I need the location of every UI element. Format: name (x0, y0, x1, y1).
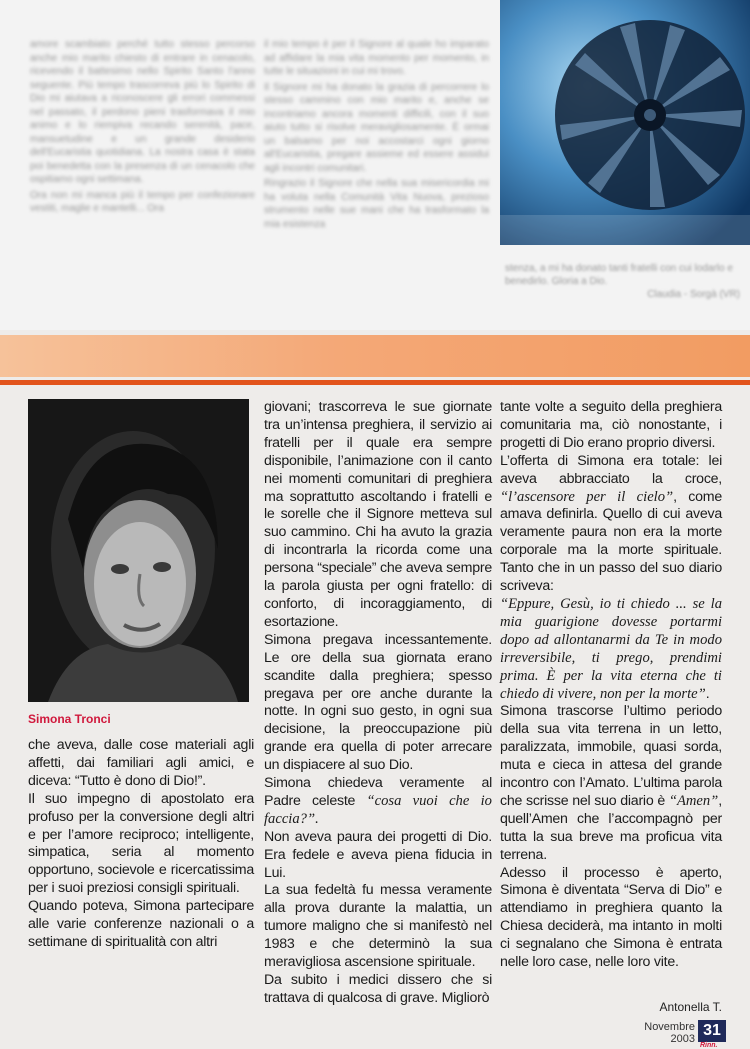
caption-text: stenza, a mi ha donato tanti fratelli con cui lodarlo e benedirlo. Gloria a Dio. (505, 263, 733, 287)
paragraph (500, 596, 722, 703)
article-column-3 (500, 399, 722, 972)
photo-caption (505, 262, 740, 301)
section-divider-line (0, 380, 750, 385)
quote: “l’ascensore per il cielo” (500, 488, 674, 505)
issue-month: Novembre (644, 1021, 695, 1033)
text-run: . (705, 685, 710, 702)
faded-column-middle (264, 38, 489, 233)
text-run: Simona trascorse l’ultimo periodo della sua vita terrena in un letto, paralizzata, immobile, quasi sorda, muta e cieca in attesa del grande incontro con l’Amato. L’ultima parola che scrisse nel suo diario è (500, 703, 722, 809)
diary-quote: “Eppure, Gesù, io ti chiedo ... se la mia guarigione dovesse portarmi dopo ad allontanarmi da Te in modo irreversibile, ti prego, prendimi prima. È per la vita eterna che ti chiedo di vivere, non per la morte” (500, 595, 722, 702)
quote: “cosa vuoi che io faccia?”. (264, 792, 492, 827)
page-number: 31 (698, 1020, 726, 1042)
caption-credit: Claudia - Sorgà (VR) (647, 289, 740, 300)
paragraph (500, 703, 722, 864)
paragraph: tante volte a seguito della preghiera comunitaria ma, ciò nonostante, i progetti di Dio erano proprio diversi. (500, 399, 722, 451)
faded-paragraph: Ora non mi manca più il tempo per confezionare vestiti, maglie e mantelli... Ora (30, 189, 255, 214)
quote: “Amen” (668, 792, 719, 809)
faded-paragraph: amore scambiato perché tutto stesso percorso anche mio marito chiesto di entrare in cenacolo, ricevendo il battesimo nello Spirito Santo l'anno seguente. Più tempo trascorreva più lo Spirito di Dio mi aiutava a riconoscere gli errori commessi nel passato, il perdono pieni trasformava il mio animo e lo riempiva recando serenità, pace, mansuetudine e un grande desiderio dell'Eucaristia quotidiana. La nostra casa è stata poi benedetta con la presenza di un cenacolo che ospitiamo ogni settimana. (30, 39, 255, 185)
article-column-2 (264, 399, 492, 1008)
portrait-photo (28, 399, 249, 702)
paragraph: La sua fedeltà fu messa veramente alla prova durante la malattia, un tumore maligno che si manifestò nel 1983 e che determinò la sua meravigliosa ascensione spirituale. (264, 882, 492, 971)
text-run: L’offerta di Simona era totale: lei aveva abbracciato la croce, (500, 452, 722, 487)
paragraph: Il suo impegno di apostolato era profuso per la conversione degli altri e per l’amore reciproco; intelligente, simpatica, seria al momento opportuno, socievole e ricercatissima per i suoi preziosi consigli spirituali. (28, 790, 254, 897)
faded-paragraph: Ringrazio il Signore che nella sua misericordia mi ha voluta nella Comunità Vita Nuova, prezioso strumento nelle sue mani che ha trasformato la mia esistenza (264, 178, 489, 230)
faded-column-left (30, 38, 255, 218)
paragraph (500, 453, 722, 596)
magazine-logo: Rinn. (700, 1042, 718, 1049)
windmill-photo (500, 0, 750, 245)
windmill-icon (500, 0, 750, 245)
text-run: Simona chiedeva veramente al Padre celeste (264, 775, 492, 809)
faded-paragraph: il mio tempo è per il Signore al quale ho imparato ad affidare la mia vita momento per momento, in tutte le situazioni in cui mi trovo. (264, 39, 489, 77)
text-run: , come amava definirla. Quello di cui aveva veramente paura non era la morte corporale ma la morte spirituale. Tanto che in un passo del suo diario scriveva: (500, 488, 723, 595)
section-divider-band (0, 335, 750, 377)
article-column-1 (28, 737, 254, 952)
author-signature: Antonella T. (659, 1000, 722, 1014)
paragraph: Quando poteva, Simona partecipare alle varie conferenze nazionali o a settimane di spiritualità con altri (28, 898, 254, 950)
paragraph: giovani; trascorreva le sue giornate tra un’intensa preghiera, il servizio ai fratelli per il quale era sempre disponibile, l’animazione con il canto nei momenti comunitari di preghiera ma soprattutto ascoltando i fratelli e le sorelle che il Signore metteva sul suo cammino. Chi ha avuto la grazia di incontrarla la ricorda come una persona “speciale” che aveva sempre la parola giusta per ogni fratello: di conforto, di incoraggiamento, di esortazione. (264, 399, 492, 630)
paragraph (264, 775, 492, 829)
paragraph: Adesso il processo è aperto, Simona è diventata “Serva di Dio” e attendiamo in preghiera quanto la Chiesa deciderà, ma intanto in molti ci segnalano che Simona è entrata nelle loro case, nelle loro vite. (500, 864, 722, 971)
faded-paragraph: Il Signore mi ha donato la grazia di percorrere lo stesso cammino con mio marito e, anche se incontriamo ancora momenti difficili, con il suo aiuto tutto si risolve meravigliosamente. È ormai un balsamo per noi accostarci ogni giorno all'Eucaristia, pregare assieme ed essere assidui agli incontri comunitari. (264, 81, 489, 174)
person-portrait-icon (28, 399, 249, 702)
paragraph: che aveva, dalle cose materiali agli affetti, dai familiari agli amici, e diceva: “Tutto è dono di Dio!”. (28, 737, 254, 789)
text-run: , quell’Amen che l’accompagnò per tutta la sua breve ma proficua vita terrena. (500, 792, 722, 863)
issue-date (580, 1021, 695, 1045)
paragraph: Non aveva paura dei progetti di Dio. Era fedele e aveva piena fiducia in Lui. (264, 828, 492, 881)
paragraph: Simona pregava incessantemente. Le ore della sua giornata erano scandite dalla preghiera; spesso pregava per ore anche durante la notte. In ogni suo gesto, in ogni sua decisione, la preoccupazione più grande era quella di poter arrecare un dispiacere al suo Dio. (264, 631, 492, 774)
portrait-caption: Simona Tronci (28, 712, 111, 726)
issue-year: 2003 (670, 1033, 695, 1045)
paragraph: Da subito i medici dissero che si trattava di qualcosa di grave. Migliorò (264, 972, 492, 1006)
